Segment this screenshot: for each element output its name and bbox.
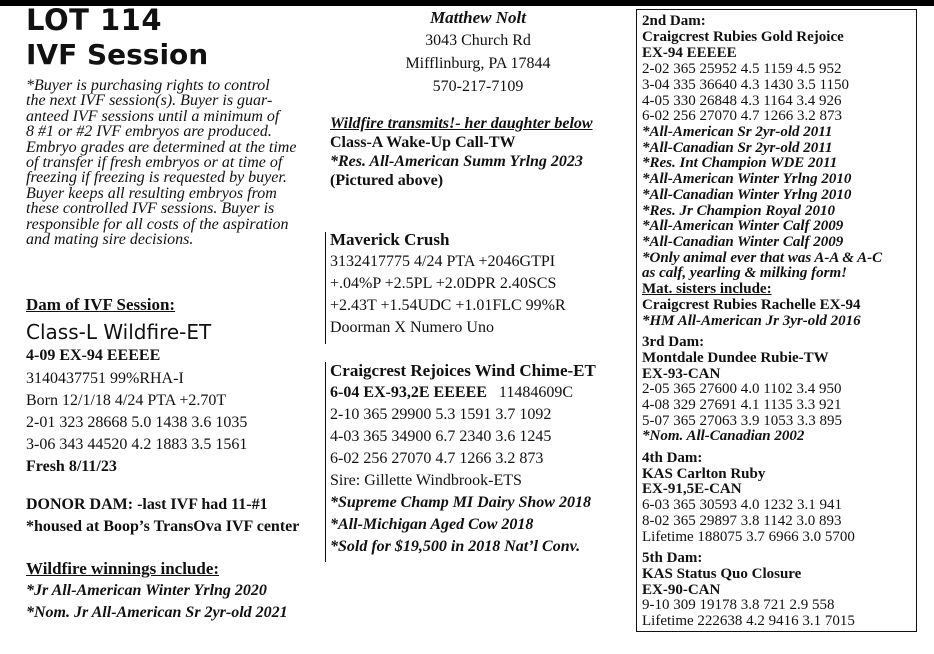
rejoice-record: 4-03 365 34900 6.7 2340 3.6 1245 <box>330 428 552 445</box>
donor-dam-line: DONOR DAM: -last IVF had 11-#1 <box>26 496 268 513</box>
dam2-classification: EX-94 EEEEE <box>642 45 737 61</box>
rejoice-divider <box>325 362 326 562</box>
dam2-award: as calf, yearling & milking form! <box>642 265 848 281</box>
owner-address: 3043 Church Rd <box>425 32 531 49</box>
sire-line: 3132417775 4/24 PTA +2046GTPI <box>330 253 556 270</box>
mat-sisters-heading: Mat. sisters include: <box>642 281 772 297</box>
dam2-award: *All-Canadian Winter Yrlng 2010 <box>642 187 852 203</box>
dam2-award: *Res. Int Champion WDE 2011 <box>642 155 838 171</box>
dam4-name: KAS Carlton Ruby <box>642 466 766 482</box>
sire-line: Doorman X Numero Uno <box>330 319 494 336</box>
rejoice-award: *All-Michigan Aged Cow 2018 <box>330 516 534 533</box>
sire-divider <box>325 232 326 344</box>
lot-number: LOT 114 <box>26 3 163 37</box>
rejoice-classification: 6-04 EX-93,2E EEEEE <box>330 384 487 401</box>
daughter-name: Class-A Wake-Up Call-TW <box>330 134 516 151</box>
dam2-heading: 2nd Dam: <box>642 13 706 29</box>
dam4-record: Lifetime 188075 3.7 6966 3.0 5700 <box>642 529 855 545</box>
winnings-heading: Wildfire winnings include: <box>26 559 220 578</box>
dam3-record: 4-08 329 27691 4.1 1135 3.3 921 <box>642 397 842 413</box>
dam3-classification: EX-93-CAN <box>642 366 721 382</box>
rejoice-award: *Sold for $19,500 in 2018 Nat’l Conv. <box>330 538 581 555</box>
rejoice-record: 6-02 256 27070 4.7 1266 3.2 873 <box>330 450 544 467</box>
dam2-award: *All-Canadian Winter Calf 2009 <box>642 234 844 250</box>
dam3-award: *Nom. All-Canadian 2002 <box>642 428 805 444</box>
daughter-award: *Res. All-American Summ Yrlng 2023 <box>330 153 583 170</box>
dam5-record: Lifetime 222638 4.2 9416 3.1 7015 <box>642 613 855 629</box>
dam4-record: 8-02 365 29897 3.8 1142 3.0 893 <box>642 513 842 529</box>
donor-housed-line: *housed at Boop’s TransOva IVF center <box>26 518 300 535</box>
dam2-record: 3-04 335 36640 4.3 1430 3.5 1150 <box>642 77 849 93</box>
dam-registration: 3140437751 99%RHA-I <box>26 370 184 387</box>
dam3-name: Montdale Dundee Rubie-TW <box>642 350 829 366</box>
dam2-record: 4-05 330 26848 4.3 1164 3.4 926 <box>642 93 842 109</box>
dam5-heading: 5th Dam: <box>642 550 703 566</box>
dam3-record: 5-07 365 27063 3.9 1053 3.3 895 <box>642 413 842 429</box>
dam5-record: 9-10 309 19178 3.8 721 2.9 558 <box>642 597 835 613</box>
dam4-record: 6-03 365 30593 4.0 1232 3.1 941 <box>642 497 842 513</box>
rejoice-name: Craigcrest Rejoices Wind Chime-ET <box>330 361 596 380</box>
dam-record-1: 2-01 323 28668 5.0 1438 3.6 1035 <box>26 414 248 431</box>
rejoice-sire: Sire: Gillette Windbrook-ETS <box>330 472 522 489</box>
owner-name: Matthew Nolt <box>430 8 526 27</box>
rejoice-registration: 11484609C <box>498 384 573 401</box>
owner-city: Mifflinburg, PA 17844 <box>405 55 551 72</box>
dam5-name: KAS Status Quo Closure <box>642 566 802 582</box>
dam2-award: *Only animal ever that was A-A & A-C <box>642 250 883 266</box>
dam4-classification: EX-91,5E-CAN <box>642 481 742 497</box>
rejoice-class-line <box>330 384 573 402</box>
buyer-terms: *Buyer is purchasing rights to control the next IVF session(s). Buyer is guar- anteed IVF sessions until a minimum of 8 #1 or #2 IVF embryos are produced. Embryo grades are determined at the time of transfer if fresh embryos or at time of freezing if freezing is requested by buyer. Buyer keeps all resulting embryos from these controlled IVF sessions. Buyer is responsible for all costs of the aspiration and mating sire decisions. <box>26 77 297 249</box>
sire-name: Maverick Crush <box>330 230 450 249</box>
rejoice-award: *Supreme Champ MI Dairy Show 2018 <box>330 494 591 511</box>
mat-sister-name: Craigcrest Rubies Rachelle EX-94 <box>642 297 861 313</box>
dam-heading: Dam of IVF Session: <box>26 295 176 314</box>
mat-sister-award: *HM All-American Jr 3yr-old 2016 <box>642 313 861 329</box>
dam2-award: *All-American Winter Calf 2009 <box>642 218 844 234</box>
dam2-record: 2-02 365 25952 4.5 1159 4.5 952 <box>642 61 842 77</box>
dam5-classification: EX-90-CAN <box>642 582 721 598</box>
dam3-record: 2-05 365 27600 4.0 1102 3.4 950 <box>642 381 842 397</box>
dam-record-2: 3-06 343 44520 4.2 1883 3.5 1561 <box>26 436 248 453</box>
transmit-heading: Wildfire transmits!- her daughter below <box>330 115 593 132</box>
dam2-award: *All-American Winter Yrlng 2010 <box>642 171 852 187</box>
dam3-heading: 3rd Dam: <box>642 334 705 350</box>
dam-born: Born 12/1/18 4/24 PTA +2.70T <box>26 392 227 409</box>
session-title: IVF Session <box>26 38 209 71</box>
sire-line: +2.43T +1.54UDC +1.01FLC 99%R <box>330 297 566 314</box>
dam2-award: *All-Canadian Sr 2yr-old 2011 <box>642 140 833 156</box>
dam2-name: Craigcrest Rubies Gold Rejoice <box>642 29 844 45</box>
sire-line: +.04%P +2.5PL +2.0DPR 2.40SCS <box>330 275 557 292</box>
owner-phone: 570-217-7109 <box>432 78 524 95</box>
dam-name: Class-L Wildfire-ET <box>26 320 212 344</box>
winning-item: *Nom. Jr All-American Sr 2yr-old 2021 <box>26 604 288 621</box>
dam2-award: *All-American Sr 2yr-old 2011 <box>642 124 833 140</box>
dam2-record: 6-02 256 27070 4.7 1266 3.2 873 <box>642 108 842 124</box>
dam2-award: *Res. Jr Champion Royal 2010 <box>642 203 835 219</box>
dam-classification: 4-09 EX-94 EEEEE <box>26 347 161 364</box>
rejoice-record: 2-10 365 29900 5.3 1591 3.7 1092 <box>330 406 552 423</box>
winning-item: *Jr All-American Winter Yrlng 2020 <box>26 582 267 599</box>
daughter-note: (Pictured above) <box>330 172 444 189</box>
dam4-heading: 4th Dam: <box>642 450 703 466</box>
dam-fresh-date: Fresh 8/11/23 <box>26 458 117 475</box>
